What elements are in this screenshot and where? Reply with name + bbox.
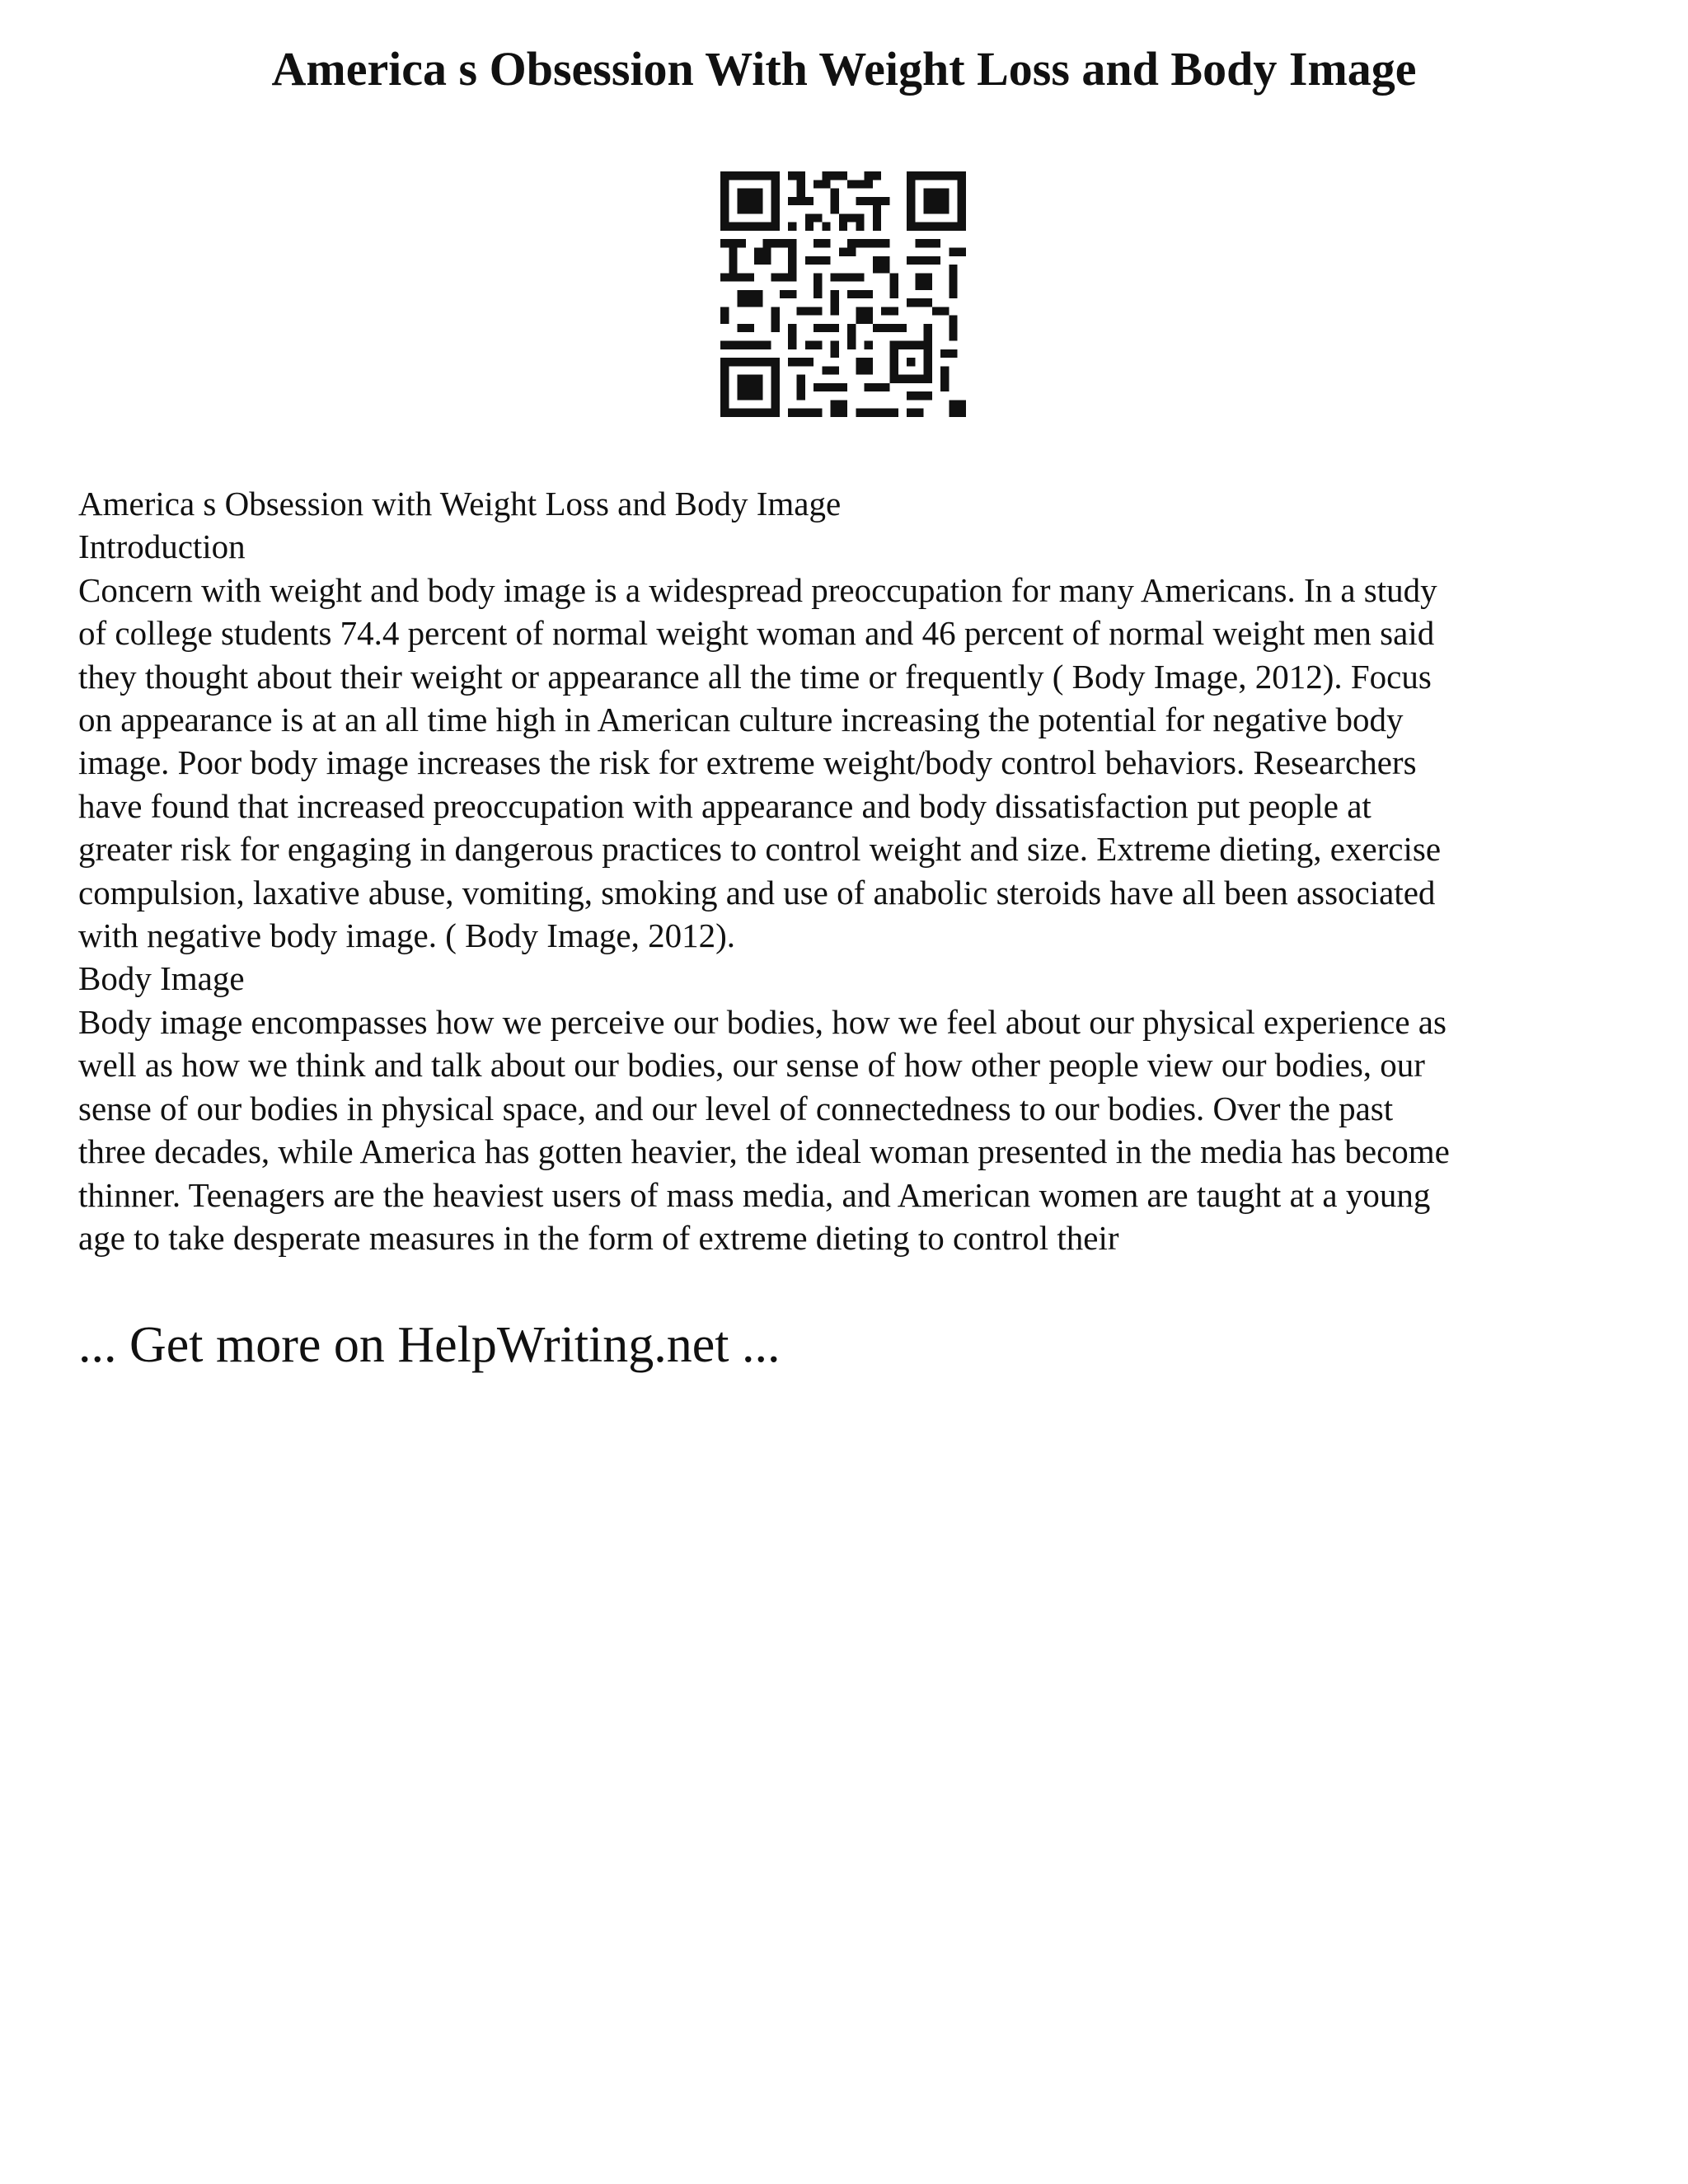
document-line: they thought about their weight or appearance all the time or frequently ( Body Image, 2012). Focus [78, 657, 1432, 696]
qr-code-icon [720, 171, 966, 417]
document-line: compulsion, laxative abuse, vomiting, smoking and use of anabolic steroids have all been associated [78, 873, 1436, 912]
document-line: on appearance is at an all time high in American culture increasing the potential for negative body [78, 701, 1404, 739]
document-line: well as how we think and talk about our bodies, our sense of how other people view our bodies, our [78, 1046, 1425, 1085]
document-line: with negative body image. ( Body Image, 2012). [78, 916, 736, 955]
document-line: Body image encompasses how we perceive our bodies, how we feel about our physical experience as [78, 1002, 1447, 1041]
document-line: have found that increased preoccupation with appearance and body dissatisfaction put people at [78, 786, 1372, 825]
more-link[interactable]: ... Get more on HelpWriting.net ... [78, 1317, 781, 1373]
document-line: age to take desperate measures in the form of extreme dieting to control their [78, 1218, 1119, 1257]
document-title: America s Obsession With Weight Loss and Body Image [271, 42, 1417, 96]
document-body [78, 482, 1628, 1259]
document-line: Body Image [78, 959, 245, 998]
document-line: Concern with weight and body image is a widespread preoccupation for many Americans. In a study [78, 570, 1437, 609]
document-line: thinner. Teenagers are the heaviest users of mass media, and American women are taught at a young [78, 1175, 1431, 1214]
document-line: greater risk for engaging in dangerous practices to control weight and size. Extreme dieting, exercise [78, 830, 1442, 869]
document-line: three decades, while America has gotten heavier, the ideal woman presented in the media has become [78, 1132, 1450, 1171]
document-line: America s Obsession with Weight Loss and Body Image [78, 485, 842, 523]
document-line: Introduction [78, 527, 246, 566]
document-line: of college students 74.4 percent of normal weight woman and 46 percent of normal weight men said [78, 614, 1435, 653]
document-line: image. Poor body image increases the risk for extreme weight/body control behaviors. Researchers [78, 743, 1417, 782]
document-line: sense of our bodies in physical space, and our level of connectedness to our bodies. Over the past [78, 1089, 1394, 1127]
